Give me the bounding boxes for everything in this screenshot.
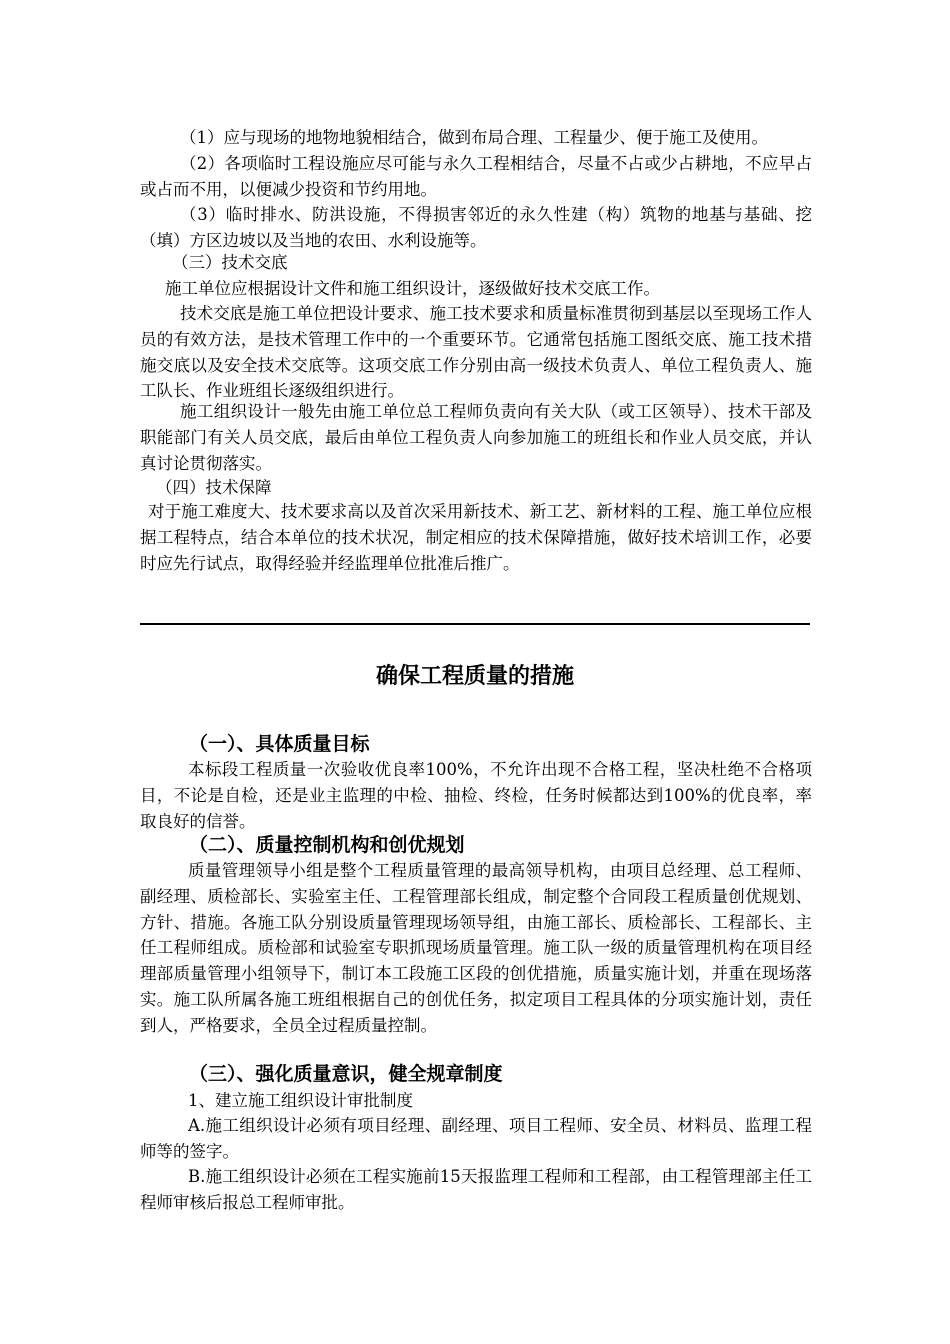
paragraph: 1、建立施工组织设计审批制度 [188,1091,413,1110]
section-heading: （三）、强化质量意识，健全规章制度 [189,1063,503,1085]
subsection-heading: （三）技术交底 [172,253,288,272]
paragraph: 质量管理领导小组是整个工程质量管理的最高领导机构，由项目总经理、总工程师、副经理、质检部长、实验室主任、工程管理部长组成，制定整个合同段工程质量创优规划、方针、措施。各施工队分别设质量管理现场领导组，由施工部长、质检部长、工程部长、主任工程师组成。质检部和试验室专职抓现场质量管理。施工队一级的质量管理机构在项目经理部质量管理小组领导下，制订本工段施工区段的创优措施，质量实施计划，并重在现场落实。施工队所属各施工班组根据自己的创优任务，拟定项目工程具体的分项实施计划，责任到人，严格要求，全员全过程质量控制。 [140,861,812,1035]
paragraph: 施工组织设计一般先由施工单位总工程师负责向有关大队（或工区领导）、技术干部及职能部门有关人员交底，最后由单位工程负责人向参加施工的班组长和作业人员交底，并认真讨论贯彻落实。 [140,402,812,473]
paragraph: （2）各项临时工程设施应尽可能与永久工程相结合，尽量不占或少占耕地，不应早占或占而不用，以便减少投资和节约用地。 [140,154,812,199]
paragraph: 本标段工程质量一次验收优良率100%，不允许出现不合格工程，坚决杜绝不合格项目，不论是自检，还是业主监理的中检、抽检、终检，任务时候都达到100%的优良率，率取良好的信誉。 [140,760,812,831]
paragraph: （1）应与现场的地物地貌相结合，做到布局合理、工程量少、便于施工及使用。 [180,128,768,147]
section-heading: （一）、具体质量目标 [189,733,370,755]
section-heading: （二）、质量控制机构和创优规划 [189,834,465,856]
section-divider [140,623,810,625]
paragraph: B.施工组织设计必须在工程实施前15天报监理工程师和工程部，由工程管理部主任工程师审核后报总工程师审批。 [140,1167,812,1212]
paragraph: 技术交底是施工单位把设计要求、施工技术要求和质量标准贯彻到基层以至现场工作人员的有效方法，是技术管理工作中的一个重要环节。它通常包括施工图纸交底、施工技术措施交底以及安全技术交底等。这项交底工作分别由高一级技术负责人、单位工程负责人、施工队长、作业班组长逐级组织进行。 [140,304,812,401]
paragraph: A.施工组织设计必须有项目经理、副经理、项目工程师、安全员、材料员、监理工程师等的签字。 [140,1116,812,1161]
page-title: 确保工程质量的措施 [375,664,574,689]
paragraph: 对于施工难度大、技术要求高以及首次采用新技术、新工艺、新材料的工程、施工单位应根据工程特点，结合本单位的技术状况，制定相应的技术保障措施，做好技术培训工作，必要时应先行试点，取得经验并经监理单位批准后推广。 [140,502,812,573]
subsection-heading: （四）技术保障 [156,478,272,497]
paragraph: 施工单位应根据设计文件和施工组织设计，逐级做好技术交底工作。 [165,279,660,298]
paragraph: （3）临时排水、防洪设施，不得损害邻近的永久性建（构）筑物的地基与基础、挖（填）方区边坡以及当地的农田、水利设施等。 [140,205,812,250]
